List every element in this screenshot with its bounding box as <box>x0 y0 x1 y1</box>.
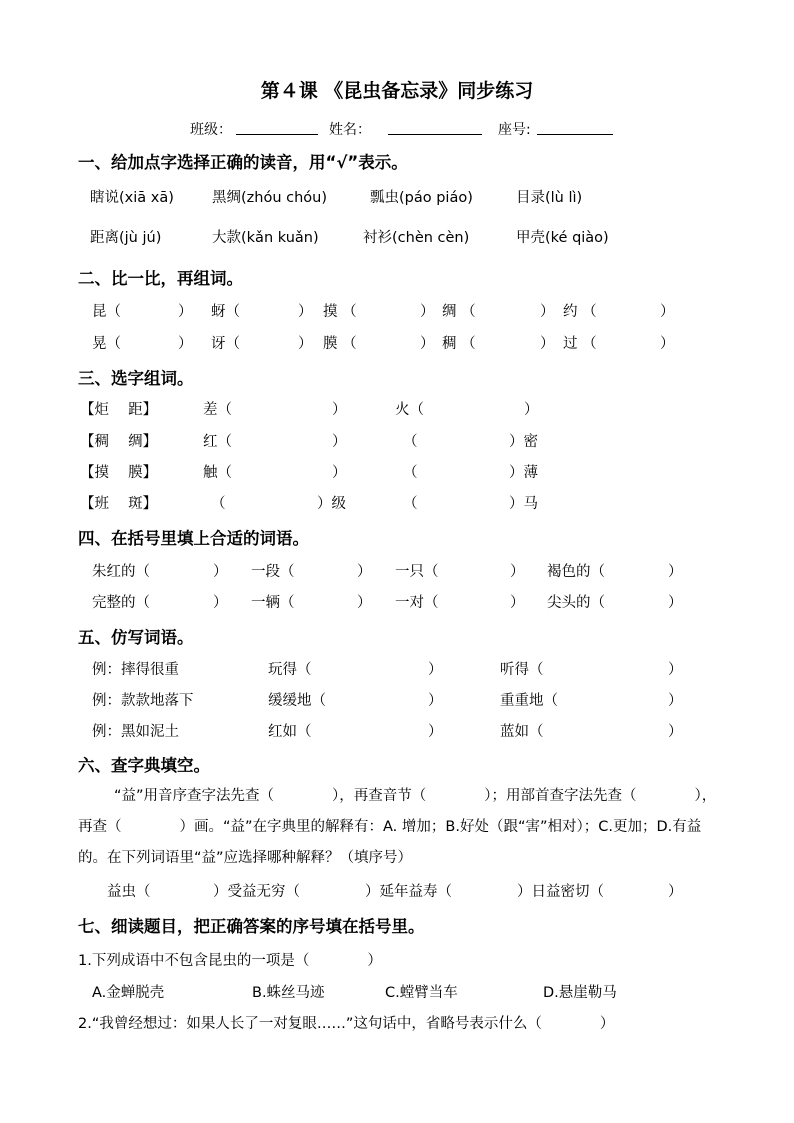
char-options: 【摸 膜】 <box>80 465 158 481</box>
char-options: 【炬 距】 <box>80 402 158 418</box>
word-suffix: ）密 <box>509 434 538 450</box>
pinyin-item: 瞎说(xiā xā) <box>90 190 174 206</box>
bracket-close: ） <box>510 595 525 611</box>
bracket-close: ） <box>332 465 347 481</box>
word-prompt: 蚜（ <box>211 304 240 320</box>
bracket-close: ） <box>428 693 443 709</box>
bracket-close: ） <box>510 564 525 580</box>
section-1-heading: 一、给加点字选择正确的读音，用“√”表示。 <box>78 153 408 172</box>
bracket-close: ） <box>332 434 347 450</box>
word-prompt: 红（ <box>203 434 232 450</box>
section-2-heading: 二、比一比，再组词。 <box>78 269 243 288</box>
word-prompt: 火（ <box>395 402 424 418</box>
class-label: 班级： <box>190 122 232 138</box>
word-prompt: 讶（ <box>211 336 240 352</box>
pinyin-item: 甲壳(ké qiào) <box>516 230 609 246</box>
bracket-close: ） <box>668 595 683 611</box>
char-options: 【班 斑】 <box>80 496 158 512</box>
bracket-open: （ <box>403 434 418 450</box>
fill-prompt: ）受益无穷（ <box>213 884 300 900</box>
name-blank[interactable] <box>388 120 482 135</box>
word-prompt: 一段（ <box>251 564 295 580</box>
fill-prompt: ）延年益寿（ <box>365 884 452 900</box>
pinyin-item: 大款(kǎn kuǎn) <box>212 230 319 246</box>
bracket-close: ） <box>668 564 683 580</box>
page-title: 第４课 《昆虫备忘录》同步练习 <box>260 80 534 102</box>
bracket-close: ） <box>178 304 193 320</box>
word-prompt: 红如（ <box>268 724 312 740</box>
bracket-close: ） <box>668 884 683 900</box>
word-prompt: 约 （ <box>563 304 597 320</box>
example-word: 例：款款地落下 <box>92 693 194 709</box>
fill-prompt: 益虫（ <box>107 884 151 900</box>
pinyin-item: 黑绸(zhóu chóu) <box>212 190 328 206</box>
word-prompt: 晃（ <box>92 336 121 352</box>
char-options: 【稠 绸】 <box>80 434 158 450</box>
bracket-open: （ <box>403 465 418 481</box>
option-c[interactable]: C.螳臂当车 <box>385 985 458 1001</box>
bracket-close: ） <box>213 595 228 611</box>
bracket-close: ） <box>298 304 313 320</box>
word-prompt: 一只（ <box>395 564 439 580</box>
bracket-close: ） <box>660 304 675 320</box>
section-6-heading: 六、查字典填空。 <box>78 756 210 775</box>
section-5-heading: 五、仿写词语。 <box>78 628 194 647</box>
word-prompt: 一辆（ <box>251 595 295 611</box>
bracket-close: ） <box>213 564 228 580</box>
word-prompt: 一对（ <box>395 595 439 611</box>
example-word: 例：黑如泥土 <box>92 724 179 740</box>
pinyin-item: 瓢虫(páo piáo) <box>370 190 473 206</box>
option-d[interactable]: D.悬崖勒马 <box>543 985 617 1001</box>
word-prompt: 褐色的（ <box>547 564 605 580</box>
word-prompt: 重重地（ <box>500 693 558 709</box>
bracket-close: ） <box>668 693 683 709</box>
pinyin-item: 距离(jù jú) <box>90 230 162 246</box>
bracket-close: ） <box>420 336 435 352</box>
seat-label: 座号: <box>498 122 531 138</box>
question-1: 1.下列成语中不包含昆虫的一项是（ ） <box>78 953 382 969</box>
word-prompt: 听得（ <box>500 662 544 678</box>
word-prompt: 朱红的（ <box>92 564 150 580</box>
bracket-close: ） <box>178 336 193 352</box>
bracket-close: ） <box>428 662 443 678</box>
word-prompt: 摸 （ <box>323 304 357 320</box>
bracket-close: ） <box>428 724 443 740</box>
seat-blank[interactable] <box>537 120 613 135</box>
word-prompt: 完整的（ <box>92 595 150 611</box>
word-prompt: 差（ <box>203 402 232 418</box>
example-word: 例：摔得很重 <box>92 662 179 678</box>
word-suffix: ）级 <box>317 496 346 512</box>
bracket-close: ） <box>420 304 435 320</box>
word-prompt: 过 （ <box>563 336 597 352</box>
section-3-heading: 三、选字组词。 <box>78 369 194 388</box>
bracket-close: ） <box>357 595 372 611</box>
option-b[interactable]: B.蛛丝马迹 <box>252 985 325 1001</box>
word-prompt: 缓缓地（ <box>268 693 326 709</box>
pinyin-item: 衬衫(chèn cèn) <box>363 230 470 246</box>
bracket-close: ） <box>668 662 683 678</box>
bracket-close: ） <box>524 402 539 418</box>
fill-prompt: ）日益密切（ <box>517 884 604 900</box>
word-suffix: ）薄 <box>509 465 538 481</box>
dictionary-paragraph: “益”用音序查字法先查（ ），再查音节（ ）；用部首查字法先查（ ），再查（ ）画。“益”在字典里的解释有：A. 增加；B.好处（跟“害”相对）；C.更加；D.有益的。在下列词语里“益”应选择哪种解释？（填序号） <box>78 788 717 866</box>
bracket-close: ） <box>298 336 313 352</box>
bracket-open: （ <box>211 496 226 512</box>
bracket-close: ） <box>660 336 675 352</box>
word-prompt: 蓝如（ <box>500 724 544 740</box>
word-prompt: 绸 （ <box>442 304 476 320</box>
word-prompt: 膜 （ <box>323 336 357 352</box>
name-label: 姓名： <box>329 122 371 138</box>
bracket-close: ） <box>540 304 555 320</box>
pinyin-item: 目录(lù lì) <box>516 190 583 206</box>
bracket-close: ） <box>332 402 347 418</box>
option-a[interactable]: A.金蝉脱壳 <box>92 985 165 1001</box>
word-prompt: 昆（ <box>92 304 121 320</box>
section-7-heading: 七、细读题目，把正确答案的序号填在括号里。 <box>78 917 425 936</box>
word-prompt: 触（ <box>203 465 232 481</box>
word-suffix: ）马 <box>509 496 538 512</box>
word-prompt: 尖头的（ <box>547 595 605 611</box>
bracket-close: ） <box>668 724 683 740</box>
bracket-close: ） <box>357 564 372 580</box>
word-prompt: 玩得（ <box>268 662 312 678</box>
word-prompt: 稠 （ <box>442 336 476 352</box>
question-2: 2.“我曾经想过：如果人长了一对复眼……”这句话中，省略号表示什么（ ） <box>78 1016 615 1032</box>
section-4-heading: 四、在括号里填上合适的词语。 <box>78 529 309 548</box>
bracket-open: （ <box>403 496 418 512</box>
bracket-close: ） <box>540 336 555 352</box>
class-blank[interactable] <box>236 120 318 135</box>
